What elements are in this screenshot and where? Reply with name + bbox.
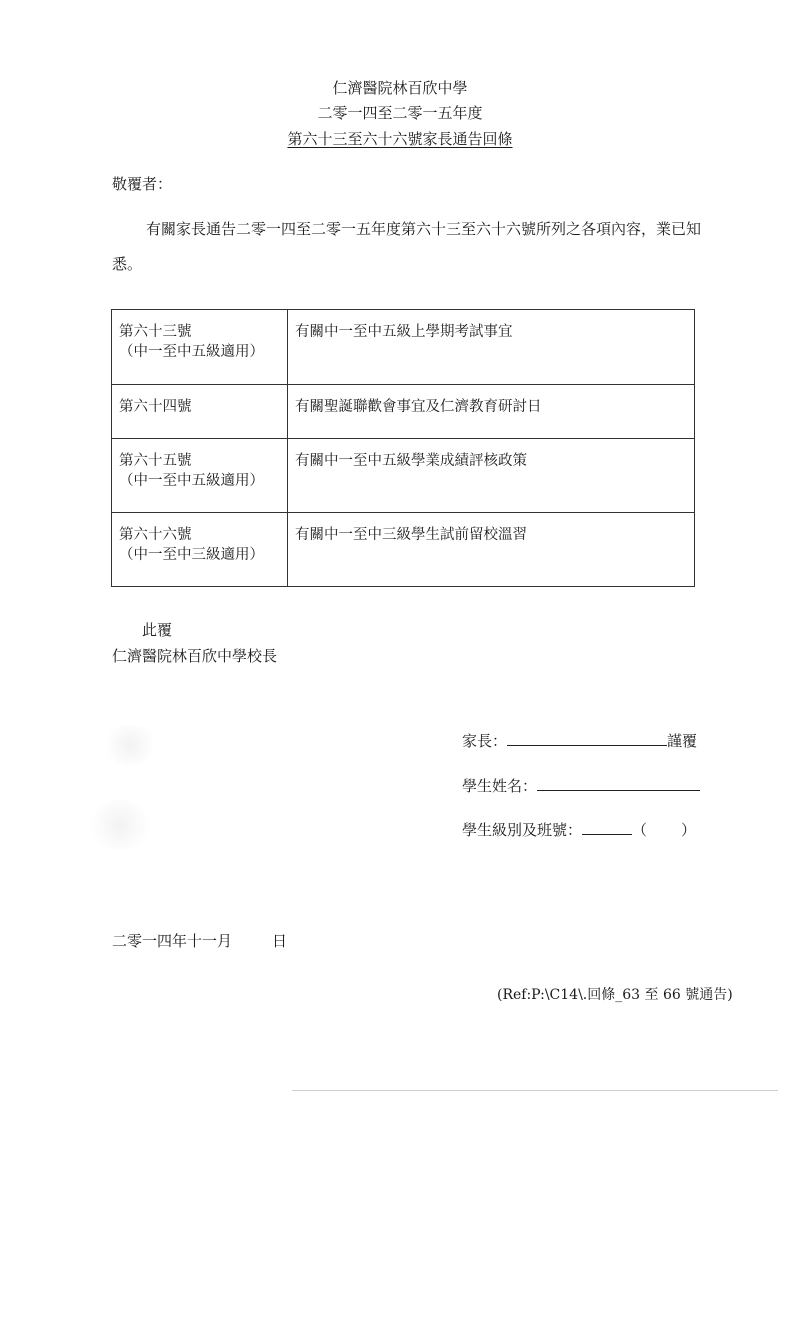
salutation: 敬覆者：	[112, 175, 173, 193]
parent-signature-field[interactable]	[507, 731, 667, 746]
school-name: 仁濟醫院林百欣中學	[332, 79, 468, 97]
close-paren: ）	[681, 821, 697, 839]
school-year: 二零一四至二零一五年度	[317, 104, 483, 122]
notice-number: 第六十四號	[119, 399, 192, 415]
notice-subject: 有關中一至中五級學業成績評核政策	[288, 439, 695, 513]
date-day-label: 日	[272, 932, 288, 950]
scan-smudge	[100, 725, 160, 765]
notice-applicability: （中一至中五級適用）	[119, 344, 264, 360]
scan-smudge	[85, 800, 155, 850]
notice-number-cell	[112, 439, 288, 513]
scan-divider	[292, 1090, 778, 1091]
notice-subject: 有關中一至中三級學生試前留校溫習	[288, 513, 695, 587]
notice-subject: 有關聖誕聯歡會事宜及仁濟教育研討日	[288, 385, 695, 439]
notice-applicability: （中一至中三級適用）	[119, 547, 264, 563]
notice-number-cell	[112, 385, 288, 439]
parent-signature-line	[462, 731, 697, 751]
notice-number-cell	[112, 513, 288, 587]
table-row	[112, 385, 695, 439]
reference-code: (Ref:P:\C14\.回條_63 至 66 號通告)	[497, 987, 733, 1003]
notices-table	[111, 309, 695, 587]
student-name-line	[462, 776, 700, 796]
notice-number-cell	[112, 310, 288, 385]
date-line	[112, 931, 287, 951]
notice-subject: 有關中一至中五級上學期考試事宜	[288, 310, 695, 385]
student-class-line	[462, 820, 696, 840]
student-name-label: 學生姓名：	[462, 777, 538, 795]
parent-suffix: 謹覆	[667, 732, 698, 750]
class-label: 學生級別及班號：	[462, 821, 583, 839]
open-paren: （	[632, 821, 648, 839]
document-title	[0, 129, 800, 149]
parent-label: 家長：	[462, 732, 508, 750]
table-row	[112, 513, 695, 587]
document-title-text: 第六十三至六十六號家長通告回條	[287, 130, 513, 148]
notice-applicability: （中一至中五級適用）	[119, 473, 264, 489]
notice-number: 第六十六號	[119, 527, 192, 543]
notice-number: 第六十五號	[119, 453, 192, 469]
date-year-month: 二零一四年十一月	[112, 932, 233, 950]
class-field[interactable]	[582, 820, 632, 835]
reply-word: 此覆	[142, 621, 173, 639]
table-row	[112, 310, 695, 385]
principal-addressee: 仁濟醫院林百欣中學校長	[112, 647, 278, 665]
table-row	[112, 439, 695, 513]
student-name-field[interactable]	[537, 776, 700, 791]
notice-number: 第六十三號	[119, 324, 192, 340]
body-paragraph: 有關家長通告二零一四至二零一五年度第六十三至六十六號所列之各項內容，業已知悉。	[112, 220, 702, 273]
